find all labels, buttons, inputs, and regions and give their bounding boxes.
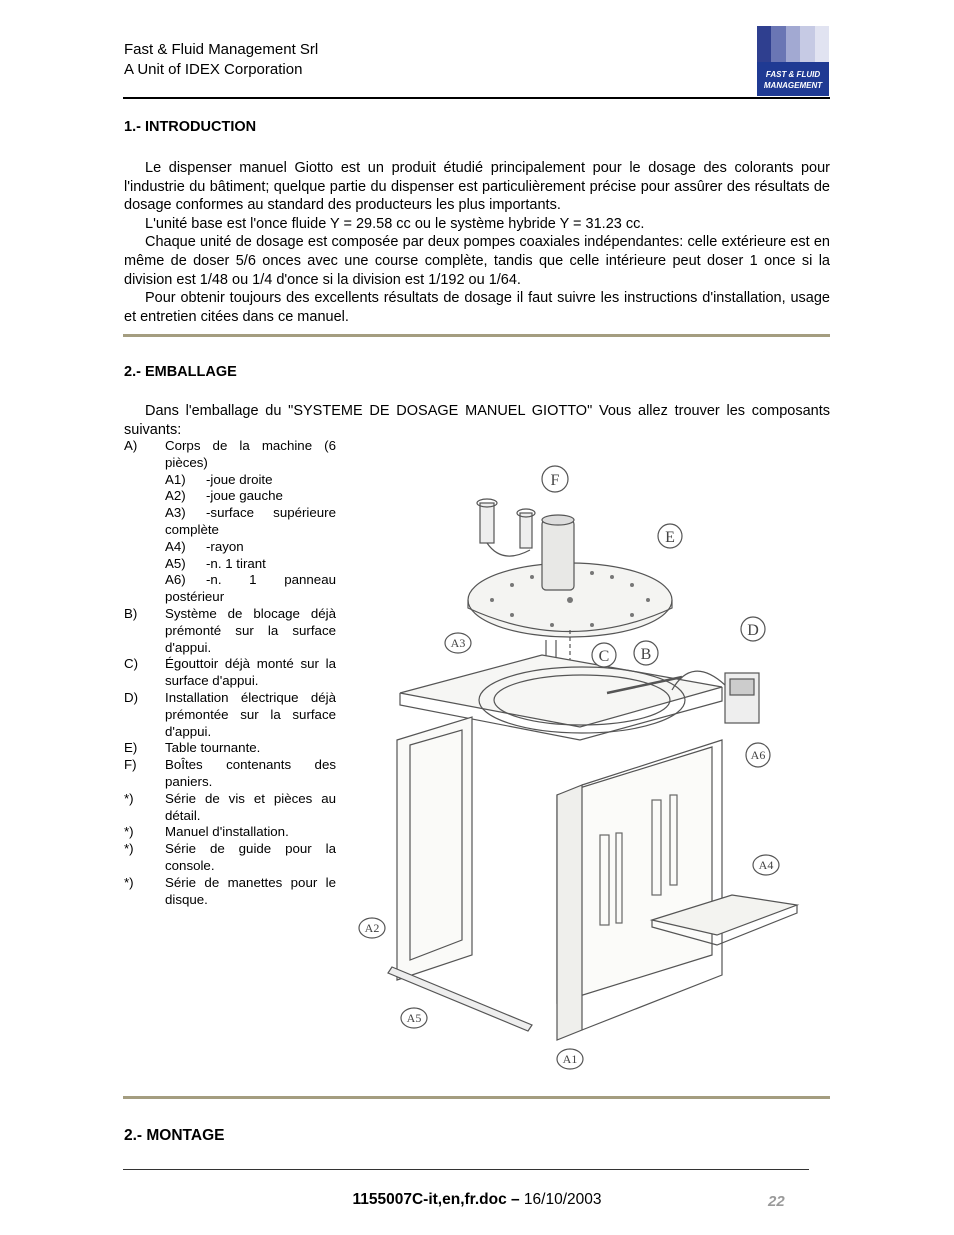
list-item: *) Manuel d'installation. xyxy=(124,824,289,840)
section-divider xyxy=(123,334,830,337)
list-subitem: A4) -rayon xyxy=(165,538,244,554)
list-item: D) Installation électrique déjà prémontée sur la surface d'appui. xyxy=(124,689,336,739)
drawing-label-a5: A5 xyxy=(406,1011,422,1025)
list-subitem: A2) -joue gauche xyxy=(165,488,283,504)
drawing-label-a4: A4 xyxy=(758,858,774,872)
emballage-intro xyxy=(124,402,830,439)
drawing-label-c: C xyxy=(598,648,610,665)
footer-date: 16/10/2003 xyxy=(519,1191,602,1208)
components-list xyxy=(124,438,336,908)
list-item: E) Table tournante. xyxy=(124,740,261,756)
drawing-label-f: F xyxy=(550,472,560,489)
list-subitem: A1) -joue droite xyxy=(165,471,273,487)
intro-body xyxy=(124,159,830,326)
intro-paragraph: Le dispenser manuel Giotto est un produit étudié principalement pour le dosage des colorants pour l'industrie du bâtiment; quelque partie du dispenser est particulièrement précise pour assûrer des résultats de dosage conformes au standard des producteurs les plus importants. xyxy=(124,160,830,214)
list-item: *) Série de manettes pour le disque. xyxy=(124,874,336,907)
list-item: B) Système de blocage déjà prémonté sur la surface d'appui. xyxy=(124,605,336,655)
company-logo xyxy=(757,26,829,96)
company-name: Fast & Fluid Management Srl xyxy=(124,41,319,58)
drawing-label-b: B xyxy=(640,646,652,663)
company-unit: A Unit of IDEX Corporation xyxy=(124,61,303,78)
logo-text-1: FAST & FLUID xyxy=(765,70,821,79)
logo-text-2: MANAGEMENT xyxy=(763,81,823,90)
intro-title: 1.- INTRODUCTION xyxy=(124,119,257,135)
list-item: C) Égouttoir déjà monté sur la surface d'appui. xyxy=(124,656,336,689)
footer-rule xyxy=(123,1169,809,1170)
drawing-label-a1: A1 xyxy=(562,1052,578,1066)
intro-paragraph: Pour obtenir toujours des excellents résultats de dosage il faut suivre les instructions d'installation, usage et entretien citées dans ce manuel. xyxy=(124,290,830,325)
intro-paragraph: Chaque unité de dosage est composée par deux pompes coaxiales indépendantes: celle extérieure est en même de doser 5/6 onces avec une course complète, tandis que celle intérieure peut doser 1 once si la division est 1/48 ou 1/4 d'once si la division est 1/192 ou 1/64. xyxy=(124,234,830,288)
list-item: *) Série de vis et pièces au détail. xyxy=(124,790,336,823)
drawing-label-a3: A3 xyxy=(450,636,466,650)
intro-paragraph: L'unité base est l'once fluide Y = 29.58 cc ou le système hybride Y = 31.23 cc. xyxy=(145,215,645,232)
footer xyxy=(0,1191,954,1209)
assembly-drawing xyxy=(352,455,807,1075)
list-item: A) Corps de la machine (6 pièces) xyxy=(124,438,336,470)
section-divider xyxy=(123,1096,830,1099)
montage-title: 2.- MONTAGE xyxy=(124,1127,225,1144)
list-subitem: A3) -surface supérieure complète xyxy=(165,505,336,537)
list-subitem: A5) -n. 1 tirant xyxy=(165,555,266,571)
emballage-intro-text: Dans l'emballage du "SYSTEME DE DOSAGE MANUEL GIOTTO" Vous allez trouver les composants suivants: xyxy=(124,403,830,438)
header-rule xyxy=(123,97,830,99)
drawing-label-e: E xyxy=(665,529,675,546)
emballage-title: 2.- EMBALLAGE xyxy=(124,364,237,380)
list-item: *) Série de guide pour la console. xyxy=(124,841,336,873)
list-item: F) BoÎtes contenants des paniers. xyxy=(124,757,336,789)
drawing-label-a6: A6 xyxy=(750,748,766,762)
drawing-label-d: D xyxy=(747,622,759,639)
list-subitem: A6) -n. 1 panneau postérieur xyxy=(165,572,336,605)
footer-doc: 1155007C-it,en,fr.doc – xyxy=(352,1191,520,1208)
page-number: 22 xyxy=(768,1193,785,1210)
drawing-label-a2: A2 xyxy=(364,921,380,935)
